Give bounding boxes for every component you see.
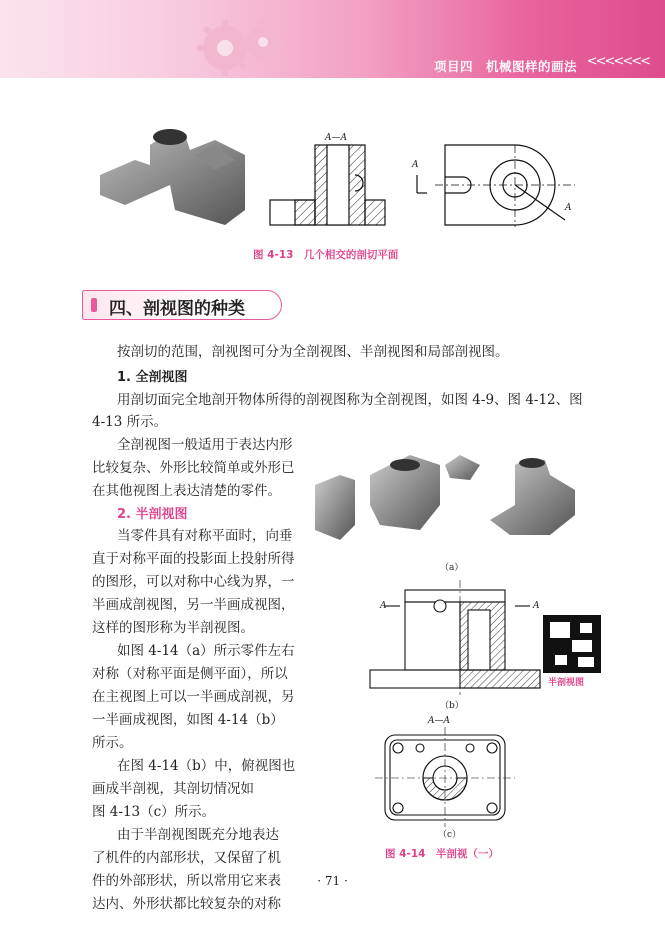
- section-label: A—A: [325, 133, 347, 143]
- full-use-line3: 在其他视图上表达清楚的零件。: [92, 483, 281, 499]
- label-c: （c）: [438, 830, 462, 840]
- gears-icon: [185, 6, 295, 78]
- figure-4-13: [95, 115, 585, 245]
- top-view: [411, 145, 575, 227]
- qr-caption: 半剖视图: [548, 678, 585, 688]
- page-header: [0, 0, 665, 78]
- figure-4-14: [310, 445, 640, 865]
- half-line2: 直于对称平面的投影面上投射所得: [92, 551, 295, 567]
- section-heading: 四、剖视图的种类: [82, 290, 282, 320]
- figure-b-front-view: [370, 580, 540, 695]
- label-a: （a）: [440, 563, 464, 573]
- full-use-line1: 全剖视图一般适用于表达内形: [117, 437, 293, 453]
- half-line4: 半画成剖视图，另一半画成视图，: [92, 597, 295, 613]
- full-use-line2: 比较复杂、外形比较简单或外形已: [92, 460, 295, 476]
- topview-line1: 在图 4-14（b）中，俯视图也: [117, 758, 296, 774]
- heading-half-section: 2. 半剖视图: [117, 507, 188, 522]
- topview-line3: 图 4-13（c）所示。: [92, 804, 216, 820]
- figure-c-top-view: [375, 727, 515, 827]
- advantage-line2: 了机件的内部形状，又保留了机: [92, 850, 281, 866]
- full-definition-line2: 4-13 所示。: [92, 414, 168, 430]
- half-line3: 的图形，可以对称中心线为界，一: [92, 574, 295, 590]
- topview-line2: 画成半剖视，其剖切情况如: [92, 781, 254, 797]
- example-line2: 对称（对称平面是侧平面），所以: [92, 666, 288, 682]
- arrow-label-left: A: [412, 160, 419, 170]
- qr-code: [543, 615, 601, 673]
- figure-4-13-caption: 图 4-13 几个相交的剖切平面: [253, 249, 399, 261]
- intro-paragraph: 按剖切的范围，剖视图可分为全剖视图、半剖视图和局部剖视图。: [117, 344, 509, 360]
- advantage-line3: 件的外部形状，所以常用它来表: [92, 873, 281, 889]
- advantage-line1: 由于半剖视图既充分地表达: [117, 827, 279, 843]
- section-view-a-a: [270, 133, 385, 225]
- advantage-line4: 达内、外形状都比较复杂的对称: [92, 896, 281, 912]
- figure-4-14-caption: 图 4-14 半剖视（一）: [385, 848, 499, 860]
- marker-a-right: A: [533, 601, 540, 611]
- chapter-title: 项目四 机械图样的画法: [433, 59, 577, 74]
- half-line5: 这样的图形称为半剖视图。: [92, 620, 254, 636]
- full-definition-line1: 用剖切面完全地剖开物体所得的剖视图称为全剖视图，如图 4-9、图 4-12、图: [117, 392, 583, 408]
- example-line3: 在主视图上可以一半画成剖视，另: [92, 689, 295, 705]
- example-line5: 所示。: [92, 735, 133, 751]
- example-line4: 一半画成视图，如图 4-14（b）: [92, 712, 284, 728]
- heading-full-section: 1. 全剖视图: [117, 370, 188, 385]
- figure-a-3d-parts: [315, 455, 575, 540]
- header-arrows: <<<<<<<: [586, 54, 649, 69]
- example-line1: 如图 4-14（a）所示零件左右: [117, 643, 295, 659]
- arrow-label-right: A: [565, 203, 572, 213]
- page-number: · 71 ·: [317, 874, 348, 888]
- label-b: （b）: [440, 701, 464, 711]
- part-3d-view: [100, 129, 245, 225]
- marker-a-left: A: [380, 601, 387, 611]
- section-label-c: A—A: [428, 716, 450, 726]
- half-line1: 当零件具有对称平面时，向垂: [117, 528, 293, 544]
